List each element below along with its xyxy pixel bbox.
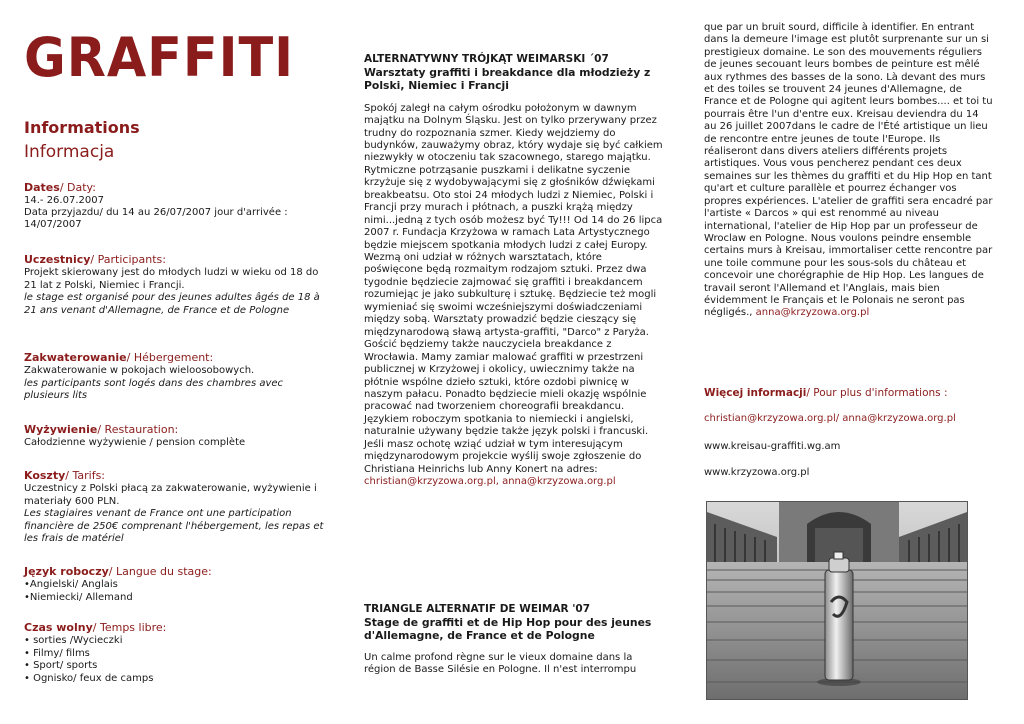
free-time-item: • Sport/ sports <box>24 660 98 671</box>
accommodation-alt: / Hébergement: <box>126 351 214 364</box>
dates-line-2: Data przyjazdu/ du 14 au 26/07/2007 jour d'arrivée : <box>24 207 288 218</box>
free-time-label: Czas wolny <box>24 621 93 634</box>
contact-emails[interactable]: christian@krzyzowa.org.pl/ anna@krzyzowa.org.pl <box>704 413 956 424</box>
free-time-alt: / Temps libre: <box>92 621 167 634</box>
dates-line-3: 14/07/2007 <box>24 219 82 230</box>
costs-fr: Les stagiaires venant de France ont une participation financière de 250€ comprenant l'hébergement, les repas et les frais de matériel <box>24 508 324 544</box>
spray-can-photo <box>706 501 968 700</box>
info-heading: Informations <box>24 118 140 137</box>
website-link[interactable]: www.kreisau-graffiti.wg.am <box>704 441 841 452</box>
accommodation-fr: les participants sont logés dans des chambres avec plusieurs lits <box>24 377 284 401</box>
accommodation-label: Zakwaterowanie <box>24 351 127 364</box>
logo-text: GRAFFITI <box>24 26 294 84</box>
fr-body-start: Un calme profond règne sur le vieux domaine dans la région de Basse Silésie en Pologne. Il n'est interrompu <box>364 651 637 676</box>
pl-body: Spokój zaległ na całym ośrodku położonym w dawnym majątku na Dolnym Śląsku. Jest on tylko przerywany przez trudny do rozpoznania szmer. Kiedy wejdziemy do budynków, zauważymy obraz, który wydaje się być całkiem niezwykły w otoczeniu tak szacownego, starego majątku. Rytmiczne potrząsanie puszkami i delikatne syczenie krzyżuje się z wydobywającymi się z głośników dźwiękami breakbeatsu. Oto stoi 24 młodych ludzi z Niemiec, Polski i Francji przy murach i płótnach, a puszki krążą między nimi...jedną z tych osób możesz być Ty!!! Od 14 do 26 lipca 2007 r. Fundacja Krzyżowa w ramach Lata Artystycznego będzie miejscem spotkania młodych ludzi z całej Europy. Wezmą oni udział w różnych warsztatach, które poświęcone będą rozmaitym rodzajom sztuki. Przez dwa tygodnie będziecie zajmować się graffiti i breakdancem rozumiejąc je jako subkulturę i sztukę. Będziecie też mogli wymieniać się swoimi wcześniejszymi doświadczeniami między sobą. Warsztaty prowadzić będzie cieszący się międzynarodową sławą artysta-graffiti, "Darco" z Paryża. Gościć będziemy także nauczyciela breakdance z Wrocławia. Mamy zamiar malować graffiti w przestrzeni publicznej w Krzyżowej i okolicy, uwiecznimy także na płótnie wspólne dzieło sztuki, które ozdobi piwnicę w naszym pałacu. Ponadto będziecie mieli okazję wspólnie pracować nad tworzeniem choreografii breakdancu. Językiem roboczym spotkania to niemiecki i angielski, naturalnie używany będzie także język polski i francuski. Jeśli masz ochotę wziąć udział w tym interesującym międzynarodowym projekcie wyślij swoje zgłoszenie do Christiana Heinrichs lub Anny Konert na adres: <box>364 102 663 475</box>
fr-body-continued: que par un bruit sourd, difficile à identifier. En entrant dans la demeure l'image est plutôt surprenante sur un si prestigieux domaine. Le son des mouvements réguliers de jeunes secouant leurs bombes de peinture est mêlé aux rythmes des basses de la sono. Là devant des murs et des toiles se trouvent 24 jeunes d'Allemagne, de France et de Pologne qui agitent leurs bombes.... et toi tu pourrais être l'un d'entre eux. Kreisau deviendra du 14 au 26 juillet 2007dans le cadre de l'Été artistique un lieu de rencontre entre jeunes de toute l'Europe. Ils réaliseront dans divers ateliers différents projets artistiques. Vous vous pencherez pendant ces deux semaines sur les thèmes du graffiti et du Hip Hop en tant qu'art et culture parallèle et pourrez échanger vos propres expériences. L'atelier de graffiti sera encadré par l'artiste « Darcos » qui est renommé au niveau international, l'atelier de Hip Hop par un professeur de Wroclaw en Pologne. Nous voulons peindre ensemble certains murs à Kreisau, immortaliser cette rencontre par une toile commune pour les sous-sols du château et concevoir une chorégraphie de Hip Hop. Les langues de travail seront l'Allemand et l'Anglais, mais bien évidemment le Français et le Polonais ne seront pas négligés., <box>704 22 993 319</box>
photo-illustration <box>707 502 967 699</box>
food-alt: / Restauration: <box>97 423 179 436</box>
pl-emails[interactable]: christian@krzyzowa.org.pl, anna@krzyzowa.org.pl <box>364 476 616 488</box>
participants-label: Uczestnicy <box>24 253 91 266</box>
free-time-item: • Filmy/ films <box>24 647 90 659</box>
free-time-item: • Ognisko/ feux de camps <box>24 672 154 684</box>
costs-pl: Uczestnicy z Polski płacą za zakwaterowanie, wyżywienie i materiały 600 PLN. <box>24 483 317 507</box>
accommodation-section <box>24 351 324 403</box>
graffiti-logo <box>22 26 298 84</box>
free-time-item: • sorties /Wycieczki <box>24 635 123 646</box>
food-pl: Całodzienne wyżywienie / pension complète <box>24 437 246 448</box>
dates-section <box>24 181 324 231</box>
more-info-section <box>704 387 994 401</box>
dates-label: Dates <box>24 181 60 194</box>
participants-alt: / Participants: <box>90 253 166 266</box>
fr-subtitle: Stage de graffiti et de Hip Hop pour des jeunes d'Allemagne, de France et de Pologne <box>364 615 652 642</box>
food-section <box>24 423 324 450</box>
website-link[interactable]: www.krzyzowa.org.pl <box>704 467 810 478</box>
french-article-continued <box>704 22 994 320</box>
language-item: •Niemiecki/ Allemand <box>24 591 133 603</box>
more-info-label: Więcej informacji <box>704 387 807 399</box>
participants-section <box>24 253 324 317</box>
free-time-section <box>24 621 324 685</box>
language-item: •Angielski/ Anglais <box>24 579 118 590</box>
language-section <box>24 565 324 604</box>
pl-title: ALTERNATYWNY TRÓJKĄT WEIMARSKI ´07 <box>364 53 609 65</box>
polish-article <box>364 53 664 489</box>
more-info-alt: / Pour plus d'informations : <box>806 387 948 399</box>
costs-label: Koszty <box>24 469 66 482</box>
accommodation-pl: Zakwaterowanie w pokojach wieloosobowych. <box>24 365 255 376</box>
french-article <box>364 603 664 677</box>
pl-subtitle: Warsztaty graffiti i breakdance dla młodzieży z Polski, Niemiec i Francji <box>364 65 651 92</box>
language-alt: / Langue du stage: <box>108 565 212 578</box>
food-label: Wyżywienie <box>24 423 98 436</box>
costs-section <box>24 469 324 546</box>
dates-line-1: 14.- 26.07.2007 <box>24 195 104 206</box>
fr-title: TRIANGLE ALTERNATIF DE WEIMAR '07 <box>364 603 591 615</box>
participants-fr: le stage est organisé pour des jeunes adultes âgés de 18 à 21 ans venant d'Allemagne, de France et de Pologne <box>24 292 320 316</box>
language-label: Język roboczy <box>24 565 109 578</box>
participants-pl: Projekt skierowany jest do młodych ludzi w wieku od 18 do 21 lat z Polski, Niemiec i Francji. <box>24 267 319 291</box>
dates-alt: / Daty: <box>59 181 96 194</box>
info-heading-pl: Informacja <box>24 142 115 162</box>
fr-email[interactable]: anna@krzyzowa.org.pl <box>755 307 870 319</box>
costs-alt: / Tarifs: <box>65 469 106 482</box>
